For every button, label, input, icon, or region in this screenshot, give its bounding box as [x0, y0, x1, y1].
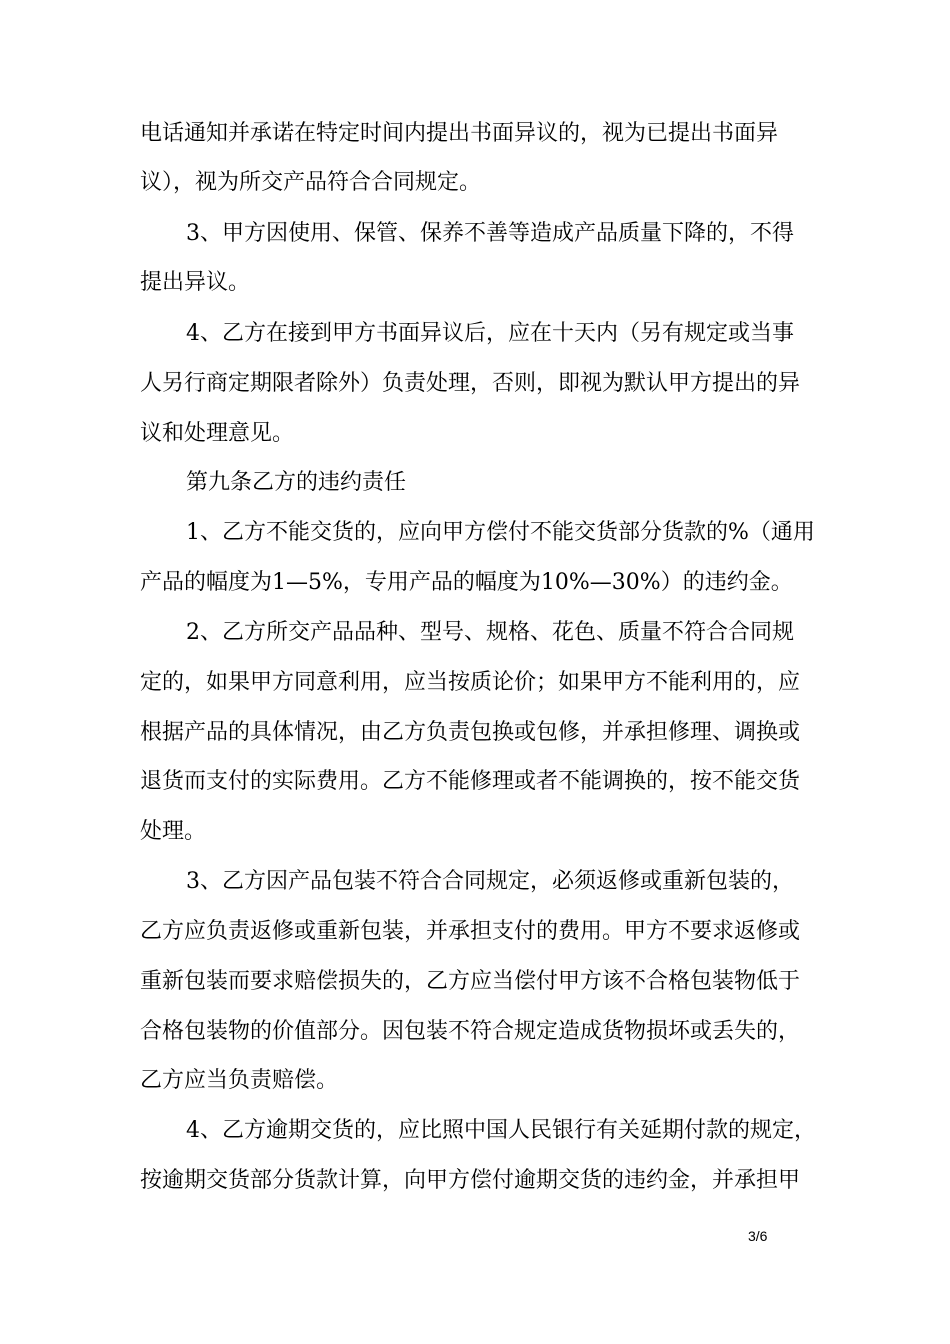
text-line: 4、乙方在接到甲方书面异议后，应在十天内（另有规定或当事: [186, 321, 794, 346]
text-line: 3、甲方因使用、保管、保养不善等造成产品质量下降的，不得: [186, 221, 794, 246]
text-line: 4、乙方逾期交货的，应比照中国人民银行有关延期付款的规定，: [186, 1118, 816, 1143]
text-line: 退货而支付的实际费用。乙方不能修理或者不能调换的，按不能交货: [140, 769, 801, 794]
text-line: 重新包装而要求赔偿损失的，乙方应当偿付甲方该不合格包装物低于: [140, 969, 801, 994]
text-line: 3、乙方因产品包装不符合合同规定，必须返修或重新包装的，: [186, 869, 794, 894]
text-line: 产品的幅度为1—5%，专用产品的幅度为10%—30%）的违约金。: [140, 570, 793, 595]
text-line: 1、乙方不能交货的，应向甲方偿付不能交货部分货款的%（通用: [186, 520, 815, 545]
text-line: 2、乙方所交产品品种、型号、规格、花色、质量不符合合同规: [186, 620, 794, 645]
section-heading: 第九条乙方的违约责任: [186, 470, 407, 495]
text-line: 按逾期交货部分货款计算，向甲方偿付逾期交货的违约金，并承担甲: [140, 1168, 801, 1193]
text-line: 乙方应负责返修或重新包装，并承担支付的费用。甲方不要求返修或: [140, 919, 801, 944]
text-line: 电话通知并承诺在特定时间内提出书面异议的，视为已提出书面异: [140, 121, 779, 146]
text-line: 根据产品的具体情况，由乙方负责包换或包修，并承担修理、调换或: [140, 720, 801, 745]
text-line: 定的，如果甲方同意利用，应当按质论价；如果甲方不能利用的，应: [140, 670, 801, 695]
text-line: 人另行商定期限者除外）负责处理，否则，即视为默认甲方提出的异: [140, 371, 801, 396]
text-line: 合格包装物的价值部分。因包装不符合规定造成货物损坏或丢失的，: [140, 1019, 801, 1044]
text-line: 提出异议。: [140, 270, 251, 295]
text-line: 处理。: [140, 819, 207, 844]
text-line: 乙方应当负责赔偿。: [140, 1068, 339, 1093]
text-line: 议），视为所交产品符合合同规定。: [140, 170, 482, 195]
page-number: 3/6: [748, 1228, 768, 1244]
text-line: 议和处理意见。: [140, 421, 295, 446]
